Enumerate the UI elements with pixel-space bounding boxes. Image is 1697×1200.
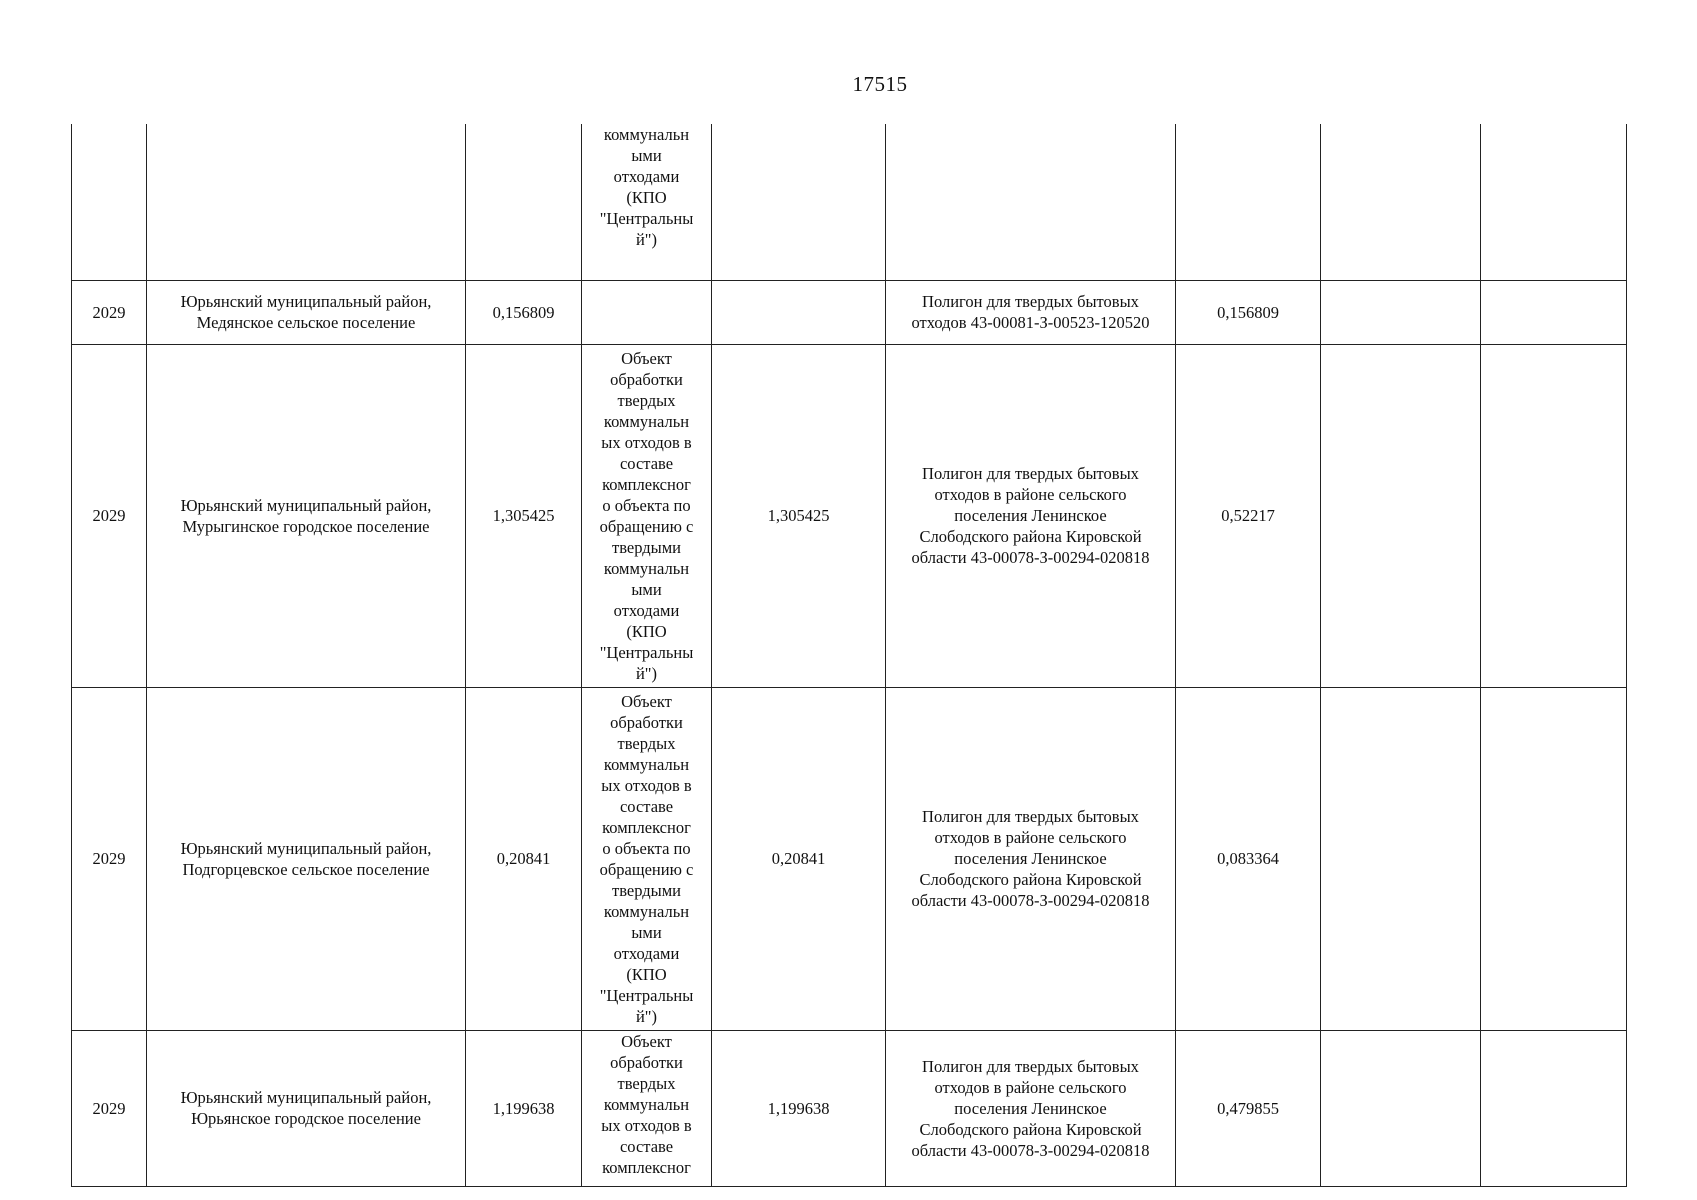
processing-facility-cell xyxy=(582,687,712,1030)
text-line: комплексног xyxy=(602,474,691,494)
facility-lines xyxy=(588,691,705,1027)
mass-cell: 0,20841 xyxy=(466,687,582,1030)
processing-facility-cell xyxy=(582,344,712,687)
facility-mass-cell: 1,199638 xyxy=(712,1030,886,1186)
text-line: области 43-00078-З-00294-020818 xyxy=(911,891,1150,910)
text-line: области 43-00078-З-00294-020818 xyxy=(911,548,1150,567)
text-line: (КПО xyxy=(626,621,667,641)
text-line: отходов 43-00081-З-00523-120520 xyxy=(911,313,1150,332)
text-line: ыми xyxy=(631,146,662,165)
facility-mass-cell xyxy=(712,124,886,280)
facility-mass-cell: 0,20841 xyxy=(712,687,886,1030)
text-line: отходами xyxy=(613,943,680,963)
text-line: обработки xyxy=(610,712,683,732)
empty-cell xyxy=(1481,344,1627,687)
landfill-lines xyxy=(890,291,1171,333)
empty-cell xyxy=(1321,687,1481,1030)
text-line: коммунальн xyxy=(603,901,690,921)
text-line: Мурыгинское городское поселение xyxy=(182,516,430,536)
text-line: Слободского района Кировской xyxy=(919,870,1142,889)
empty-cell xyxy=(1481,687,1627,1030)
text-line: ых отходов в xyxy=(601,1115,692,1135)
text-line: Объект xyxy=(621,348,672,368)
text-line: области 43-00078-З-00294-020818 xyxy=(911,1140,1150,1160)
empty-cell xyxy=(1481,1030,1627,1186)
text-line: "Центральны xyxy=(599,985,694,1005)
text-line: ыми xyxy=(631,922,662,942)
facility-mass-cell xyxy=(712,280,886,344)
text-line: Полигон для твердых бытовых xyxy=(922,1056,1139,1076)
text-line: ых отходов в xyxy=(601,432,692,452)
text-line: составе xyxy=(619,1136,674,1156)
text-line: твердыми xyxy=(611,880,681,900)
text-line: "Центральны xyxy=(599,642,694,662)
landfill-cell xyxy=(886,687,1176,1030)
text-line: Юрьянский муниципальный район, xyxy=(180,1088,432,1107)
facility-lines xyxy=(588,124,705,250)
text-line: Юрьянский муниципальный район, xyxy=(180,838,432,858)
text-line: Подгорцевское сельское поселение xyxy=(182,859,430,879)
text-line: коммунальн xyxy=(603,754,690,774)
year-cell xyxy=(72,124,147,280)
year-cell: 2029 xyxy=(72,280,147,344)
territory-cell xyxy=(147,344,466,687)
text-line: й") xyxy=(635,663,658,683)
empty-cell xyxy=(1321,124,1481,280)
text-line: коммунальн xyxy=(603,411,690,431)
facility-mass-cell: 1,305425 xyxy=(712,344,886,687)
text-line: твердых xyxy=(617,733,676,753)
text-line: составе xyxy=(619,453,674,473)
landfill-lines xyxy=(890,463,1171,568)
table-row xyxy=(72,344,1627,687)
text-line: коммунальн xyxy=(603,125,690,144)
landfill-mass-cell: 0,479855 xyxy=(1176,1030,1321,1186)
facility-lines xyxy=(588,348,705,684)
landfill-cell xyxy=(886,124,1176,280)
landfill-lines xyxy=(890,806,1171,911)
landfill-mass-cell: 0,156809 xyxy=(1176,280,1321,344)
text-line: поселения Ленинское xyxy=(954,1098,1107,1118)
landfill-mass-cell: 0,52217 xyxy=(1176,344,1321,687)
text-line: коммунальн xyxy=(603,558,690,578)
mass-cell: 0,156809 xyxy=(466,280,582,344)
text-line: твердых xyxy=(617,1073,676,1093)
text-line: Медянское сельское поселение xyxy=(196,313,416,332)
text-line: о объекта по xyxy=(602,495,691,515)
text-line: й") xyxy=(635,1006,658,1026)
text-line: Объект xyxy=(621,1031,672,1051)
facility-lines xyxy=(588,1031,705,1178)
text-line: обращению с xyxy=(599,516,694,536)
text-line: Полигон для твердых бытовых xyxy=(922,807,1139,826)
text-line: Объект xyxy=(621,691,672,711)
territory-cell xyxy=(147,687,466,1030)
text-line: поселения Ленинское xyxy=(954,506,1107,525)
table-row xyxy=(72,1030,1627,1186)
text-line: ых отходов в xyxy=(601,775,692,795)
text-line: Слободского района Кировской xyxy=(919,1119,1142,1139)
text-line: комплексног xyxy=(602,817,691,837)
text-line: Юрьянский муниципальный район, xyxy=(180,495,432,515)
table-row xyxy=(72,687,1627,1030)
text-line: обработки xyxy=(610,369,683,389)
text-line: обращению с xyxy=(599,859,694,879)
text-line: отходов в районе сельского xyxy=(934,828,1127,847)
territory-cell xyxy=(147,1030,466,1186)
processing-facility-cell xyxy=(582,280,712,344)
mass-cell: 1,199638 xyxy=(466,1030,582,1186)
landfill-lines xyxy=(890,1056,1171,1161)
text-line: (КПО xyxy=(626,188,667,207)
mass-cell: 1,305425 xyxy=(466,344,582,687)
empty-cell xyxy=(1481,280,1627,344)
text-line: твердыми xyxy=(611,537,681,557)
territory-lines xyxy=(151,291,461,333)
year-cell: 2029 xyxy=(72,687,147,1030)
text-line: коммунальн xyxy=(603,1094,690,1114)
text-line: Полигон для твердых бытовых xyxy=(922,464,1139,483)
empty-cell xyxy=(1321,1030,1481,1186)
text-line: ыми xyxy=(631,579,662,599)
text-line: Юрьянское городское поселение xyxy=(191,1109,421,1128)
text-line: отходами xyxy=(613,167,680,186)
landfill-mass-cell xyxy=(1176,124,1321,280)
text-line: Полигон для твердых бытовых xyxy=(922,292,1139,311)
table-row xyxy=(72,280,1627,344)
territory-cell xyxy=(147,280,466,344)
territory-lines xyxy=(151,495,461,537)
text-line: поселения Ленинское xyxy=(954,849,1107,868)
landfill-cell xyxy=(886,344,1176,687)
text-line: Слободского района Кировской xyxy=(919,527,1142,546)
page-number: 17515 xyxy=(852,72,908,96)
table-row xyxy=(72,124,1627,280)
processing-facility-cell xyxy=(582,1030,712,1186)
text-line: Юрьянский муниципальный район, xyxy=(180,292,432,311)
empty-cell xyxy=(1321,280,1481,344)
text-line: й") xyxy=(635,230,658,249)
territory-cell xyxy=(147,124,466,280)
territory-lines xyxy=(151,838,461,880)
processing-facility-cell xyxy=(582,124,712,280)
territory-lines xyxy=(151,1087,461,1129)
landfill-cell xyxy=(886,280,1176,344)
landfill-cell xyxy=(886,1030,1176,1186)
empty-cell xyxy=(1481,124,1627,280)
mass-cell xyxy=(466,124,582,280)
text-line: (КПО xyxy=(626,964,667,984)
year-cell: 2029 xyxy=(72,344,147,687)
text-line: отходов в районе сельского xyxy=(934,1077,1127,1097)
text-line: обработки xyxy=(610,1052,683,1072)
year-cell: 2029 xyxy=(72,1030,147,1186)
text-line: комплексног xyxy=(602,1157,691,1177)
text-line: отходами xyxy=(613,600,680,620)
text-line: составе xyxy=(619,796,674,816)
text-line: "Центральны xyxy=(599,209,694,228)
waste-flow-table xyxy=(71,124,1627,1187)
text-line: твердых xyxy=(617,390,676,410)
landfill-mass-cell: 0,083364 xyxy=(1176,687,1321,1030)
text-line: отходов в районе сельского xyxy=(934,485,1127,504)
text-line: о объекта по xyxy=(602,838,691,858)
empty-cell xyxy=(1321,344,1481,687)
